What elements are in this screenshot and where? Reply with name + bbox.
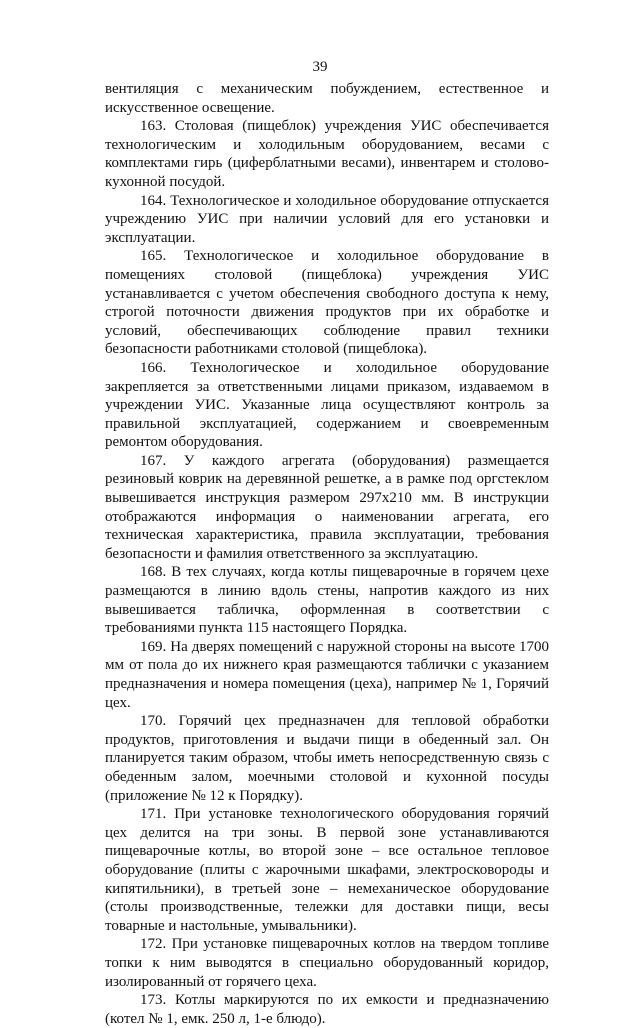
paragraph: 171. При установке технологического оборудования горячий цех делится на три зоны. В первой зоне устанавливаются пищеварочные котлы, во второй зоне – все остальное тепловое оборудование (плиты с жарочными шкафами, электросковороды и кипятильники), в третьей зоне – немеханическое оборудование (столы производственные, тележки для доставки пищи, весы товарные и настольные, умывальники).: [105, 806, 549, 934]
paragraph: 166. Технологическое и холодильное оборудование закрепляется за ответственными лицами приказом, издаваемом в учреждении УИС. Указанные лица осуществляют контроль за правильной эксплуатацией, содержанием и своевременным ремонтом оборудования.: [105, 359, 549, 451]
paragraph: 173. Котлы маркируются по их емкости и предназначению (котел № 1, емк. 250 л, 1-е блюдо).: [105, 992, 549, 1027]
paragraph: 170. Горячий цех предназначен для тепловой обработки продуктов, приготовления и выдачи пищи в обеденный зал. Он планируется таким образом, чтобы иметь непосредственную связь с обеденным залом, моечными столовой и кухонной посуды (приложение № 12 к Порядку).: [105, 713, 549, 804]
page-number: 39: [312, 59, 328, 75]
document-body: [105, 80, 549, 1028]
paragraph: 164. Технологическое и холодильное оборудование отпускается учреждению УИС при наличии условий для его установки и эксплуатации.: [105, 192, 549, 246]
paragraph: 172. При установке пищеварочных котлов на твердом топливе топки к ним выводятся в специально оборудованный коридор, изолированный от горячего цеха.: [105, 936, 549, 990]
paragraph: 165. Технологическое и холодильное оборудование в помещениях столовой (пищеблока) учреждения УИС устанавливается с учетом обеспечения свободного доступа к нему, строгой поточности движения продуктов при их обработке и условий, обеспечивающих соблюдение правил техники безопасности работниками столовой (пищеблока).: [105, 248, 549, 358]
paragraph: 167. У каждого агрегата (оборудования) размещается резиновый коврик на деревянной решетке, а в рамке под оргстеклом вывешивается инструкция размером 297х210 мм. В инструкции отображаются информация о наименовании агрегата, его техническая характеристика, правила эксплуатации, требования безопасности и фамилия ответственного за эксплуатацию.: [105, 452, 549, 562]
paragraph: 169. На дверях помещений с наружной стороны на высоте 1700 мм от пола до их нижнего края размещаются таблички с указанием предназначения и номера помещения (цеха), например № 1, Горячий цех.: [105, 638, 549, 711]
paragraph: 168. В тех случаях, когда котлы пищеварочные в горячем цехе размещаются в линию вдоль стены, напротив каждого из них вывешивается табличка, оформленная в соответствии с требованиями пункта 115 настоящего Порядка.: [105, 564, 549, 637]
paragraph: вентиляция с механическим побуждением, естественное и искусственное освещение.: [105, 81, 549, 116]
paragraph: 163. Столовая (пищеблок) учреждения УИС обеспечивается технологическим и холодильным оборудованием, весами с комплектами гирь (циферблатными весами), инвентарем и столово-кухонной посудой.: [105, 118, 549, 190]
